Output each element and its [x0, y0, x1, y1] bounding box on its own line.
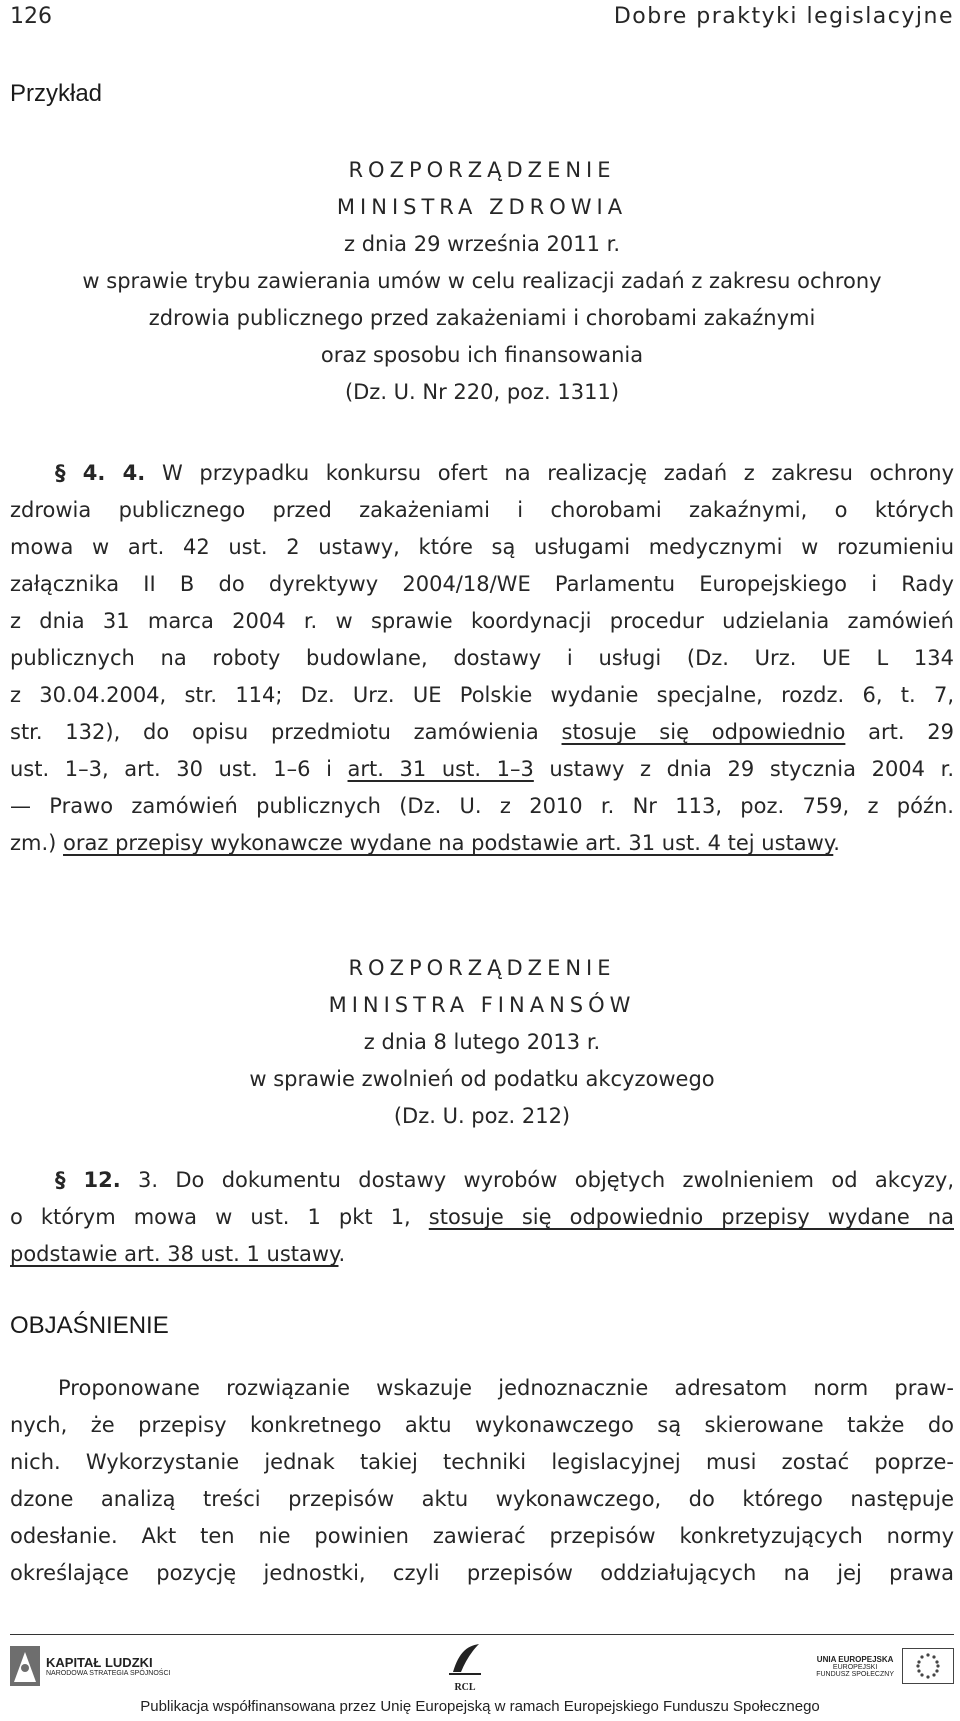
regulation-citation: (Dz. U. poz. 212): [393, 1104, 571, 1128]
footer-divider: [10, 1634, 954, 1635]
logo-right-line: EUROPEJSKI: [832, 1663, 878, 1671]
text-line: publicznych na roboty budowlane, dostawy i usługi (Dz. Urz. UE L 134: [10, 646, 954, 670]
logo-left-title: KAPITAŁ LUDZKI: [46, 1655, 153, 1670]
footer-logos: [10, 1642, 954, 1704]
provision-paragraph-2: [10, 1162, 954, 1273]
text-line: — Prawo zamówień publicznych (Dz. U. z 2010 r. Nr 113, poz. 759, z późn.: [10, 794, 954, 818]
section-heading-example: Przykład: [10, 80, 103, 107]
regulation-subject-line: oraz sposobu ich finansowania: [320, 343, 644, 367]
eu-flag-icon: [902, 1648, 954, 1684]
explanation-paragraph: [10, 1370, 954, 1592]
text-span: .: [338, 1242, 346, 1266]
text-span: ust. 1–3, art. 30 ust. 1–6 i: [10, 757, 348, 781]
underlined-text: art. 31 ust. 1–3: [347, 757, 534, 781]
regulation-issuer: MINISTRA FINANSÓW: [328, 993, 636, 1017]
text-line: Proponowane rozwiązanie wskazuje jednoznacznie adresatom norm praw-: [58, 1376, 954, 1400]
regulation-subject-line: w sprawie trybu zawierania umów w celu realizacji zadań z zakresu ochrony: [82, 269, 882, 293]
eu-logo: [816, 1648, 954, 1684]
page-header: [10, 0, 954, 32]
text-span: 3. Do dokumentu dostawy wyrobów objętych zwolnieniem od akcyzy,: [120, 1168, 954, 1192]
text-line: określające pozycję jednostki, czyli przepisów oddziałujących na jej prawa: [10, 1561, 954, 1585]
text-line: załącznika II B do dyrektywy 2004/18/WE Parlamentu Europejskiego i Rady: [10, 572, 954, 596]
underlined-text: podstawie art. 38 ust. 1 ustawy: [10, 1242, 339, 1266]
section-marker: § 12.: [55, 1168, 121, 1192]
funding-note: Publikacja współfinansowana przez Unię Europejską w ramach Europejskiego Funduszu Społecznego: [140, 1698, 820, 1715]
regulation-type: ROZPORZĄDZENIE: [348, 158, 616, 182]
regulation-citation: (Dz. U. Nr 220, poz. 1311): [344, 380, 620, 404]
logo-right-line: FUNDUSZ SPOŁECZNY: [816, 1670, 894, 1678]
text-line: nich. Wykorzystanie jednak takiej techniki legislacyjnej musi zostać poprze-: [10, 1450, 954, 1474]
text-line: z dnia 31 marca 2004 r. w sprawie koordynacji procedur udzielania zamówień: [10, 609, 954, 633]
logo-center-label: RCL: [454, 1682, 476, 1693]
regulation-subject-line: w sprawie zwolnień od podatku akcyzowego: [249, 1067, 715, 1091]
kapital-ludzki-emblem-icon: [10, 1646, 40, 1686]
text-span: zm.): [10, 831, 64, 855]
section-marker: § 4. 4.: [55, 461, 146, 485]
regulation-title-block-1: [10, 152, 954, 411]
text-span: o którym mowa w ust. 1 pkt 1,: [10, 1205, 429, 1229]
text-line: zdrowia publicznego przed zakażeniami i chorobami zakaźnymi, o których: [10, 498, 954, 522]
text-line: z 30.04.2004, str. 114; Dz. Urz. UE Polskie wydanie specjalne, rozdz. 6, t. 7,: [10, 683, 954, 707]
logo-left-subtitle: NARODOWA STRATEGIA SPÓJNOŚCI: [46, 1670, 171, 1677]
underlined-text: oraz przepisy wykonawcze wydane na podstawie art. 31 ust. 4 tej ustawy: [63, 831, 834, 855]
text-span: art. 29: [845, 720, 954, 744]
text-line: [10, 751, 954, 788]
text-line: [10, 825, 954, 862]
page-number: 126: [10, 3, 52, 29]
logo-right-line: UNIA EUROPEJSKA: [816, 1654, 894, 1664]
regulation-issuer: MINISTRA ZDROWIA: [336, 195, 628, 219]
section-heading-explanation: OBJAŚNIENIE: [10, 1312, 169, 1339]
text-line: mowa w art. 42 ust. 2 ustawy, które są usługami medycznymi w rozumieniu: [10, 535, 954, 559]
provision-paragraph-1: [10, 455, 954, 862]
text-span: str. 132), do opisu przedmiotu zamówienia: [10, 720, 562, 744]
underlined-text: stosuje się odpowiednio przepisy wydane na: [428, 1205, 954, 1229]
regulation-date: z dnia 8 lutego 2013 r.: [363, 1030, 601, 1054]
kapital-ludzki-logo: [10, 1646, 170, 1686]
text-line: [10, 714, 954, 751]
text-line: [10, 455, 954, 492]
text-line: [10, 1199, 954, 1236]
rcl-logo: [430, 1642, 500, 1693]
underlined-text: stosuje się odpowiednio: [561, 720, 846, 744]
text-line: [10, 1162, 954, 1199]
text-line: nych, że przepisy konkretnego aktu wykonawczego są skierowane także do: [10, 1413, 954, 1437]
text-line: [10, 1236, 954, 1273]
running-title: Dobre praktyki legislacyjne: [613, 3, 954, 29]
regulation-date: z dnia 29 września 2011 r.: [344, 232, 620, 256]
regulation-type: ROZPORZĄDZENIE: [348, 956, 616, 980]
text-line: dzone analizą treści przepisów aktu wykonawczego, do którego następuje: [10, 1487, 954, 1511]
text-line: odesłanie. Akt ten nie powinien zawierać przepisów konkretyzujących normy: [10, 1524, 954, 1548]
regulation-subject-line: zdrowia publicznego przed zakażeniami i chorobami zakaźnymi: [148, 306, 816, 330]
text-span: .: [833, 831, 840, 855]
regulation-title-block-2: [10, 950, 954, 1135]
text-span: W przypadku konkursu ofert na realizację zadań z zakresu ochrony: [145, 461, 954, 485]
text-span: ustawy z dnia 29 stycznia 2004 r.: [533, 757, 954, 781]
rcl-emblem-icon: [445, 1642, 485, 1678]
